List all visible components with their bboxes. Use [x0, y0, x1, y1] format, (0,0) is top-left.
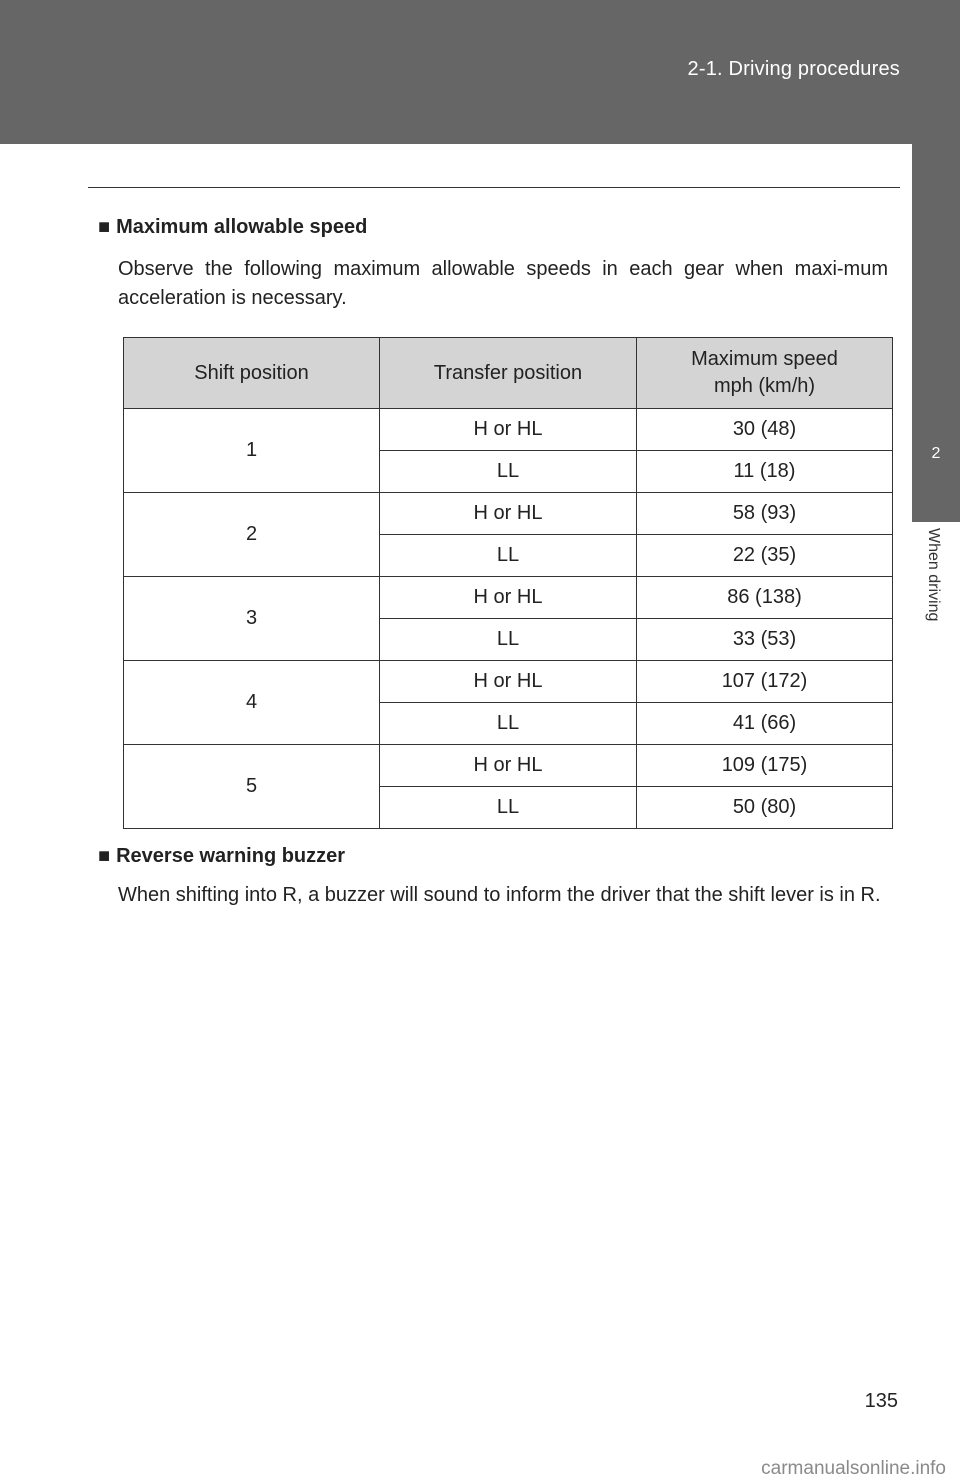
top-divider [88, 187, 900, 188]
section-paragraph-max-speed: Observe the following maximum allowable speeds in each gear when maxi-mum acceleration is necessary. [118, 258, 888, 309]
header-transfer-position: Transfer position [380, 338, 637, 409]
table-row [124, 661, 893, 703]
max-speed-cell: 107 (172) [637, 661, 893, 703]
shift-position-cell: 5 [124, 745, 380, 829]
table-row [124, 409, 893, 451]
chapter-title: 2-1. Driving procedures [687, 58, 900, 80]
shift-position-cell: 2 [124, 493, 380, 577]
section-heading-max-speed [98, 216, 367, 239]
transfer-position-cell: LL [380, 535, 637, 577]
max-speed-cell: 58 (93) [637, 493, 893, 535]
header-max-speed [637, 338, 893, 409]
transfer-position-cell: LL [380, 619, 637, 661]
transfer-position-cell: H or HL [380, 493, 637, 535]
table-row [124, 493, 893, 535]
shift-position-cell: 3 [124, 577, 380, 661]
transfer-position-cell: LL [380, 703, 637, 745]
max-speed-cell: 33 (53) [637, 619, 893, 661]
max-speed-cell: 41 (66) [637, 703, 893, 745]
max-speed-cell: 22 (35) [637, 535, 893, 577]
max-speed-cell: 30 (48) [637, 409, 893, 451]
max-speed-cell: 11 (18) [637, 451, 893, 493]
table-row [124, 745, 893, 787]
max-speed-cell: 109 (175) [637, 745, 893, 787]
transfer-position-cell: LL [380, 787, 637, 829]
square-bullet-icon: ■ [98, 845, 111, 867]
section-heading-text: Reverse warning buzzer [116, 845, 346, 867]
section-heading-reverse-buzzer [98, 845, 345, 868]
section-heading-text: Maximum allowable speed [116, 216, 368, 238]
shift-position-cell: 1 [124, 409, 380, 493]
section-paragraph-reverse-buzzer: When shifting into R, a buzzer will sound to inform the driver that the shift lever is in R. [118, 884, 881, 906]
chapter-tab-label-text: When driving [925, 528, 942, 622]
transfer-position-cell: H or HL [380, 661, 637, 703]
max-speed-cell: 86 (138) [637, 577, 893, 619]
header-max-speed-unit: mph (km/h) [713, 375, 816, 397]
chapter-tab[interactable] [912, 144, 960, 522]
shift-position-cell: 4 [124, 661, 380, 745]
header-max-speed-line1: Maximum speed [691, 348, 838, 370]
table-header-row [124, 338, 893, 409]
transfer-position-cell: H or HL [380, 409, 637, 451]
watermark: carmanualsonline.info [761, 1458, 946, 1479]
chapter-tab-number: 2 [931, 445, 941, 462]
max-speed-cell: 50 (80) [637, 787, 893, 829]
transfer-position-cell: H or HL [380, 745, 637, 787]
chapter-tab-label [912, 522, 960, 682]
transfer-position-cell: LL [380, 451, 637, 493]
max-speed-table [123, 337, 893, 829]
table-row [124, 577, 893, 619]
header-shift-position: Shift position [124, 338, 380, 409]
square-bullet-icon: ■ [98, 216, 111, 238]
page-number: 135 [864, 1390, 898, 1412]
transfer-position-cell: H or HL [380, 577, 637, 619]
